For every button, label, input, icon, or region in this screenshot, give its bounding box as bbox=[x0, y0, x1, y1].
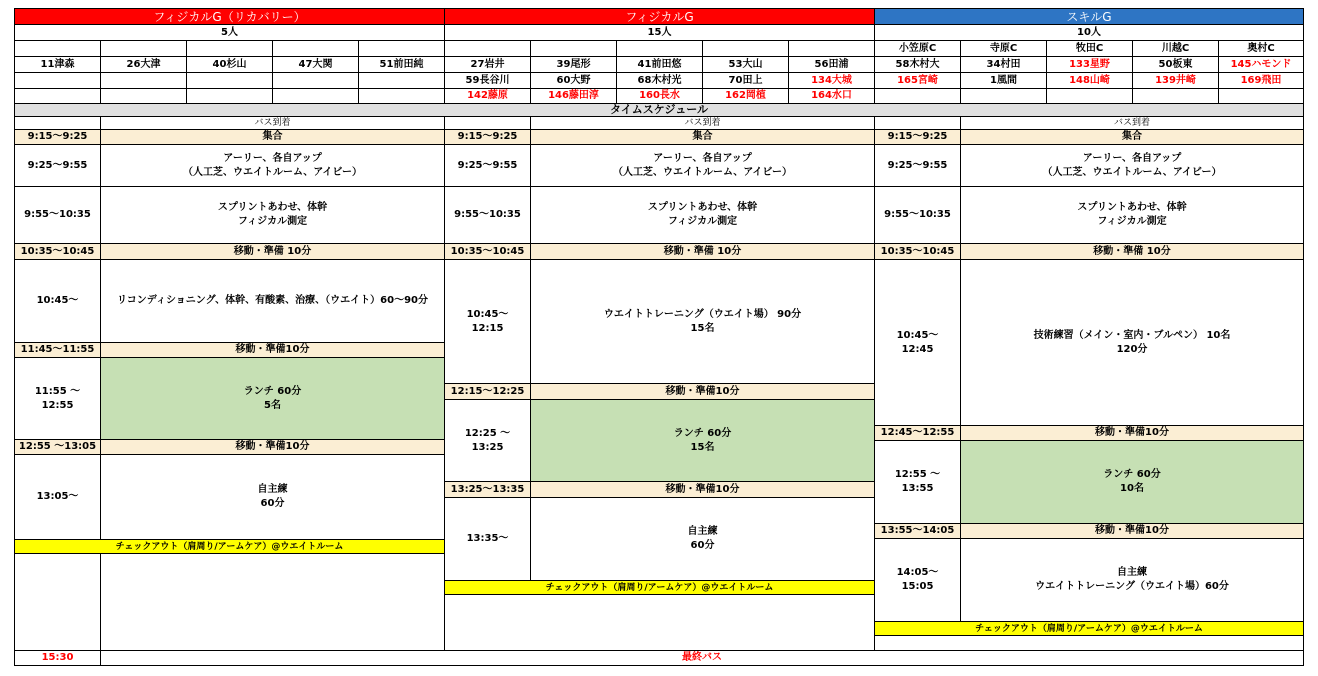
bus-arrival: バス到着 bbox=[100, 116, 445, 130]
activity-technical-practice: 技術練習（メイン・室内・ブルペン） 10名 120分 bbox=[960, 259, 1304, 426]
player-cell: 1風間 bbox=[960, 72, 1047, 89]
blank-cell bbox=[444, 116, 531, 130]
blank-cell bbox=[14, 553, 101, 651]
blank-cell bbox=[100, 40, 187, 57]
blank-cell bbox=[788, 40, 875, 57]
time-cell: 9:55～10:35 bbox=[14, 186, 101, 244]
blank-cell bbox=[444, 594, 875, 651]
player-cell-highlight: 162岡植 bbox=[702, 88, 789, 104]
blank-cell bbox=[100, 553, 445, 651]
blank-cell bbox=[358, 72, 445, 89]
player-cell: 39尾形 bbox=[530, 56, 617, 73]
time-cell: 13:55～14:05 bbox=[874, 523, 961, 539]
activity-move: 移動・準備10分 bbox=[100, 439, 445, 455]
blank-cell bbox=[960, 88, 1047, 104]
player-cell: 41前田悠 bbox=[616, 56, 703, 73]
player-cell: 50板東 bbox=[1132, 56, 1219, 73]
blank-cell bbox=[272, 88, 359, 104]
activity-lunch: ランチ 60分 5名 bbox=[100, 357, 445, 440]
time-cell: 11:55 ～ 12:55 bbox=[14, 357, 101, 440]
activity-move: 移動・準備 10分 bbox=[960, 243, 1304, 260]
player-cell-highlight: 165宮崎 bbox=[874, 72, 961, 89]
coach-cell: 奥村C bbox=[1218, 40, 1304, 57]
player-cell: 70田上 bbox=[702, 72, 789, 89]
blank-cell bbox=[100, 72, 187, 89]
activity-gather: 集合 bbox=[100, 129, 445, 145]
activity-gather: 集合 bbox=[530, 129, 875, 145]
activity-move: 移動・準備10分 bbox=[960, 523, 1304, 539]
player-cell: 68木村光 bbox=[616, 72, 703, 89]
activity-self-weight: 自主練 ウエイトトレーニング（ウエイト場）60分 bbox=[960, 538, 1304, 622]
time-cell: 9:15～9:25 bbox=[874, 129, 961, 145]
time-cell: 9:15～9:25 bbox=[14, 129, 101, 145]
blank-cell bbox=[100, 88, 187, 104]
last-bus: 最終バス bbox=[100, 650, 1304, 666]
time-cell: 12:45～12:55 bbox=[874, 425, 961, 441]
player-cell: 60大野 bbox=[530, 72, 617, 89]
activity-move: 移動・準備10分 bbox=[960, 425, 1304, 441]
blank-cell bbox=[444, 40, 531, 57]
time-cell: 13:35～ bbox=[444, 497, 531, 581]
player-cell: 53大山 bbox=[702, 56, 789, 73]
activity-move: 移動・準備 10分 bbox=[530, 243, 875, 260]
coach-cell: 小笠原C bbox=[874, 40, 961, 57]
coach-cell: 牧田C bbox=[1046, 40, 1133, 57]
activity-reconditioning: リコンディショニング、体幹、有酸素、治療、（ウエイト）60～90分 bbox=[100, 259, 445, 343]
player-cell-highlight: 134大城 bbox=[788, 72, 875, 89]
player-cell: 11津森 bbox=[14, 56, 101, 73]
activity-self-practice: 自主練 60分 bbox=[530, 497, 875, 581]
activity-checkout: チェックアウト（肩周り/アームケア）@ウエイトルーム bbox=[874, 621, 1304, 636]
time-cell: 12:55 ～ 13:55 bbox=[874, 440, 961, 524]
end-time: 15:30 bbox=[14, 650, 101, 666]
activity-move: 移動・準備 10分 bbox=[100, 243, 445, 260]
activity-sprint: スプリントあわせ、体幹 フィジカル測定 bbox=[530, 186, 875, 244]
player-cell-highlight: 142藤原 bbox=[444, 88, 531, 104]
player-cell-highlight: 169飛田 bbox=[1218, 72, 1304, 89]
player-cell-highlight: 164水口 bbox=[788, 88, 875, 104]
time-cell: 12:15～12:25 bbox=[444, 383, 531, 400]
time-cell: 10:45～ 12:15 bbox=[444, 259, 531, 384]
blank-cell bbox=[358, 88, 445, 104]
time-cell: 9:25～9:55 bbox=[874, 144, 961, 187]
blank-cell bbox=[272, 72, 359, 89]
bus-arrival: バス到着 bbox=[530, 116, 875, 130]
player-cell-highlight: 145ハモンド bbox=[1218, 56, 1304, 73]
time-cell: 13:05～ bbox=[14, 454, 101, 540]
blank-cell bbox=[1046, 88, 1133, 104]
time-cell: 9:15～9:25 bbox=[444, 129, 531, 145]
blank-cell bbox=[1132, 88, 1219, 104]
activity-move: 移動・準備10分 bbox=[100, 342, 445, 358]
activity-early-warmup: アーリー、各自アップ （人工芝、ウエイトルーム、アイビー） bbox=[100, 144, 445, 187]
group-count-physical: 15人 bbox=[444, 24, 875, 41]
blank-cell bbox=[14, 40, 101, 57]
time-cell: 14:05～ 15:05 bbox=[874, 538, 961, 622]
blank-cell bbox=[186, 88, 273, 104]
activity-checkout: チェックアウト（肩周り/アームケア）@ウエイトルーム bbox=[444, 580, 875, 595]
time-cell: 12:25 ～ 13:25 bbox=[444, 399, 531, 482]
time-cell: 10:45～ bbox=[14, 259, 101, 343]
player-cell: 59長谷川 bbox=[444, 72, 531, 89]
player-cell: 51前田純 bbox=[358, 56, 445, 73]
player-cell: 56田浦 bbox=[788, 56, 875, 73]
player-cell-highlight: 139井崎 bbox=[1132, 72, 1219, 89]
activity-early-warmup: アーリー、各自アップ （人工芝、ウエイトルーム、アイビー） bbox=[960, 144, 1304, 187]
schedule-title: タイムスケジュール bbox=[14, 103, 1304, 117]
time-cell: 11:45～11:55 bbox=[14, 342, 101, 358]
time-cell: 9:25～9:55 bbox=[14, 144, 101, 187]
blank-cell bbox=[1218, 88, 1304, 104]
group-count-skill: 10人 bbox=[874, 24, 1304, 41]
activity-checkout: チェックアウト（肩周り/アームケア）@ウエイトルーム bbox=[14, 539, 445, 554]
activity-gather: 集合 bbox=[960, 129, 1304, 145]
bus-arrival: バス到着 bbox=[960, 116, 1304, 130]
activity-self-practice: 自主練 60分 bbox=[100, 454, 445, 540]
activity-weight-training: ウエイトトレーニング（ウエイト場） 90分 15名 bbox=[530, 259, 875, 384]
group-header-physical: フィジカルG bbox=[444, 8, 875, 25]
time-cell: 13:25～13:35 bbox=[444, 481, 531, 498]
blank-cell bbox=[14, 116, 101, 130]
activity-sprint: スプリントあわせ、体幹 フィジカル測定 bbox=[100, 186, 445, 244]
group-header-recovery: フィジカルG（リカバリー） bbox=[14, 8, 445, 25]
time-cell: 9:25～9:55 bbox=[444, 144, 531, 187]
player-cell: 40杉山 bbox=[186, 56, 273, 73]
activity-lunch: ランチ 60分 10名 bbox=[960, 440, 1304, 524]
blank-cell bbox=[530, 40, 617, 57]
blank-cell bbox=[702, 40, 789, 57]
player-cell: 58木村大 bbox=[874, 56, 961, 73]
blank-cell bbox=[874, 88, 961, 104]
time-cell: 10:35～10:45 bbox=[14, 243, 101, 260]
time-cell: 10:35～10:45 bbox=[444, 243, 531, 260]
group-header-skill: スキルG bbox=[874, 8, 1304, 25]
group-count-recovery: 5人 bbox=[14, 24, 445, 41]
coach-cell: 寺原C bbox=[960, 40, 1047, 57]
activity-move: 移動・準備10分 bbox=[530, 383, 875, 400]
player-cell: 26大津 bbox=[100, 56, 187, 73]
blank-cell bbox=[186, 72, 273, 89]
blank-cell bbox=[874, 116, 961, 130]
activity-move: 移動・準備10分 bbox=[530, 481, 875, 498]
player-cell-highlight: 133星野 bbox=[1046, 56, 1133, 73]
blank-cell bbox=[186, 40, 273, 57]
coach-cell: 川越C bbox=[1132, 40, 1219, 57]
time-cell: 10:45～ 12:45 bbox=[874, 259, 961, 426]
activity-sprint: スプリントあわせ、体幹 フィジカル測定 bbox=[960, 186, 1304, 244]
time-cell: 9:55～10:35 bbox=[444, 186, 531, 244]
blank-cell bbox=[14, 72, 101, 89]
activity-early-warmup: アーリー、各自アップ （人工芝、ウエイトルーム、アイビー） bbox=[530, 144, 875, 187]
blank-cell bbox=[272, 40, 359, 57]
player-cell: 27岩井 bbox=[444, 56, 531, 73]
player-cell: 34村田 bbox=[960, 56, 1047, 73]
blank-cell bbox=[14, 88, 101, 104]
player-cell-highlight: 148山崎 bbox=[1046, 72, 1133, 89]
blank-cell bbox=[874, 635, 1304, 651]
time-cell: 12:55 ～13:05 bbox=[14, 439, 101, 455]
blank-cell bbox=[358, 40, 445, 57]
activity-lunch: ランチ 60分 15名 bbox=[530, 399, 875, 482]
player-cell-highlight: 146藤田淳 bbox=[530, 88, 617, 104]
blank-cell bbox=[616, 40, 703, 57]
time-cell: 9:55～10:35 bbox=[874, 186, 961, 244]
player-cell: 47大関 bbox=[272, 56, 359, 73]
player-cell-highlight: 160長水 bbox=[616, 88, 703, 104]
time-cell: 10:35～10:45 bbox=[874, 243, 961, 260]
